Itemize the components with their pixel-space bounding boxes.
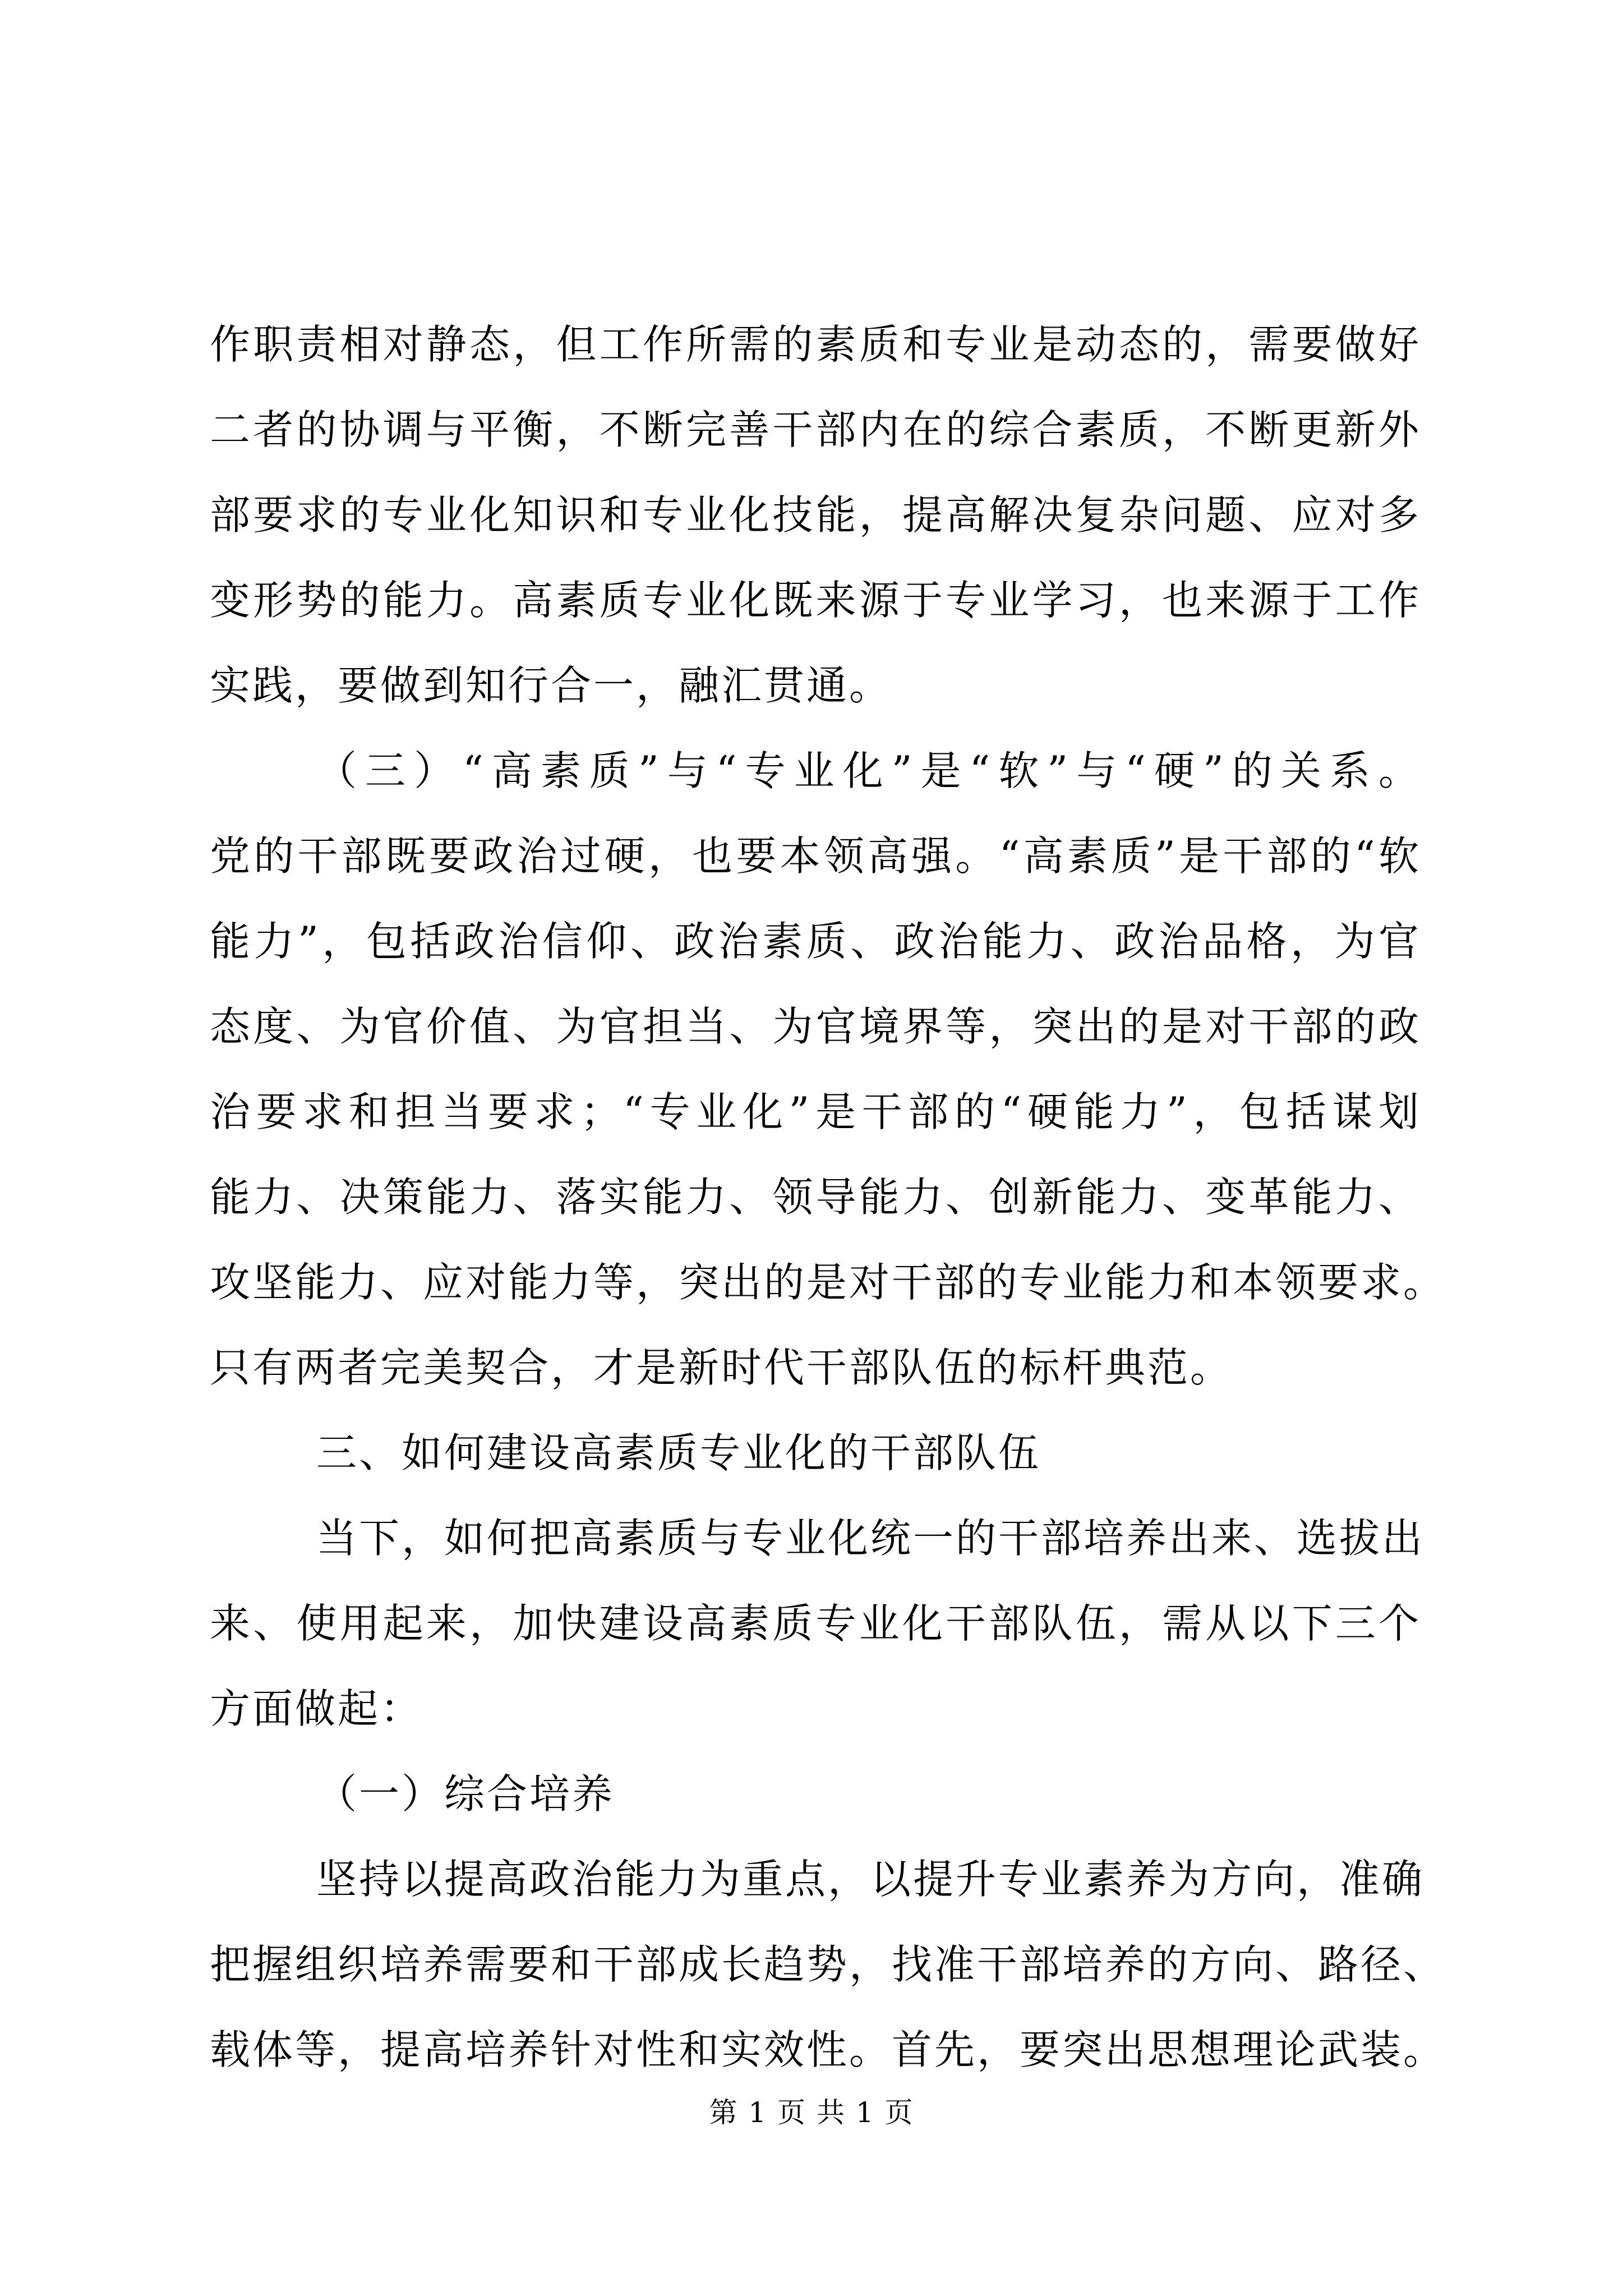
text-line: 方面做起：	[210, 1685, 423, 1732]
text-line: 能力、决策能力、落实能力、领导能力、创新能力、变革能力、	[210, 1174, 1421, 1221]
page-footer: 第 1 页 共 1 页	[709, 2096, 914, 2129]
text-line: 来、使用起来，加快建设高素质专业化干部队伍，需从以下三个	[210, 1600, 1421, 1647]
text-line: 二者的协调与平衡，不断完善干部内在的综合素质，不断更新外	[210, 406, 1421, 453]
text-line: （一）综合培养	[316, 1770, 615, 1818]
text-line: 只有两者完美契合，才是新时代干部队伍的标杆典范。	[210, 1344, 1233, 1391]
text-line: 三、如何建设高素质专业化的干部队伍	[316, 1429, 1041, 1476]
text-line: 攻坚能力、应对能力等，突出的是对干部的专业能力和本领要求。	[210, 1259, 1446, 1306]
text-line: 把握组织培养需要和干部成长趋势，找准干部培养的方向、路径、	[210, 1941, 1446, 1988]
text-line: 部要求的专业化知识和专业化技能，提高解决复杂问题、应对多	[210, 491, 1421, 539]
text-line: 治要求和担当要求；“专业化”是干部的“硬能力”，包括谋划	[210, 1088, 1421, 1135]
document-body	[210, 302, 1446, 2092]
text-line: 党的干部既要政治过硬，也要本领高强。“高素质”是干部的“软	[210, 832, 1421, 880]
text-line: 态度、为官价值、为官担当、为官境界等，突出的是对干部的政	[210, 1003, 1421, 1050]
text-line: （三）“高素质”与“专业化”是“软”与“硬”的关系。	[316, 747, 1421, 794]
text-line: 实践，要做到知行合一，融汇贯通。	[210, 662, 892, 709]
text-line: 载体等，提高培养针对性和实效性。首先，要突出思想理论武装。	[210, 2026, 1446, 2073]
text-line: 作职责相对静态，但工作所需的素质和专业是动态的，需要做好	[210, 321, 1421, 368]
text-line: 坚持以提高政治能力为重点，以提升专业素养为方向，准确	[316, 1856, 1425, 1903]
text-line: 当下，如何把高素质与专业化统一的干部培养出来、选拔出	[316, 1515, 1425, 1562]
text-line: 变形势的能力。高素质专业化既来源于专业学习，也来源于工作	[210, 577, 1421, 624]
text-line: 能力”，包括政治信仰、政治素质、政治能力、政治品格，为官	[210, 918, 1421, 965]
